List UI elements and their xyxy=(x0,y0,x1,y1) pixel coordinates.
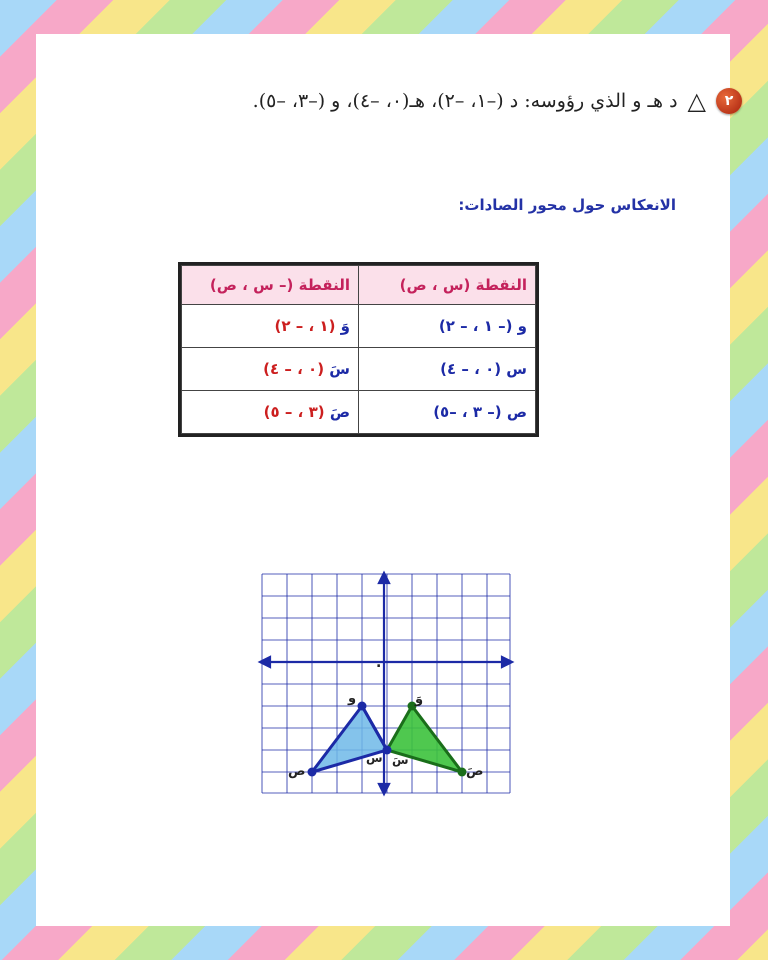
vertex-w xyxy=(358,702,367,711)
reflection-subtitle: الانعكاس حول محور الصادات: xyxy=(458,196,676,214)
label-w-prime: وَ xyxy=(415,692,424,707)
reflected-value: (٣ ، – ٥) xyxy=(263,403,325,421)
label-s-prime: سَ xyxy=(392,753,409,767)
reflected-label: سَ xyxy=(329,360,350,378)
reflected-value: (٠ ، – ٤) xyxy=(263,360,325,378)
problem-statement xyxy=(142,88,742,114)
reflected-point-sad xyxy=(182,391,359,434)
label-sad-prime: صَ xyxy=(466,764,484,779)
axes xyxy=(260,573,512,794)
reflected-point-s xyxy=(182,348,359,391)
original-point-w: و (– ١ ، – ٢) xyxy=(359,305,536,348)
coordinate-graph xyxy=(224,537,544,797)
table-header-row xyxy=(182,266,536,305)
reflected-label: وَ xyxy=(340,317,350,335)
label-sad: ص xyxy=(288,764,306,779)
grid-lines xyxy=(262,574,510,793)
header-original-point: النقطة (س ، ص) xyxy=(359,266,536,305)
original-point-s: س (٠ ، – ٤) xyxy=(359,348,536,391)
reflected-value: (١ ، – ٢) xyxy=(274,317,336,335)
x-axis-arrow-left xyxy=(260,657,270,667)
y-axis-arrow-bottom xyxy=(379,784,389,794)
reflected-point-w xyxy=(182,305,359,348)
x-axis-arrow-right xyxy=(502,657,512,667)
table-row xyxy=(182,391,536,434)
origin-label: . xyxy=(376,655,382,671)
reflection-table xyxy=(178,262,539,437)
vertex-sad xyxy=(308,768,317,777)
problem-text: د هـ و الذي رؤوسه: د (–١، –٢)، هـ(٠، –٤)، و (–٣، –٥). xyxy=(252,90,678,112)
problem-number-badge: ٢ xyxy=(716,88,742,114)
vertex-s xyxy=(383,746,392,755)
y-axis-arrow-top xyxy=(379,573,389,583)
label-s: س xyxy=(366,751,383,765)
table-row xyxy=(182,305,536,348)
table-row xyxy=(182,348,536,391)
triangle-icon: △ xyxy=(687,87,706,115)
label-w: و xyxy=(348,691,357,706)
original-point-sad: ص (– ٣ ، –٥) xyxy=(359,391,536,434)
reflected-label: صَ xyxy=(329,403,350,421)
header-reflected-point: النقطة (– س ، ص) xyxy=(182,266,359,305)
